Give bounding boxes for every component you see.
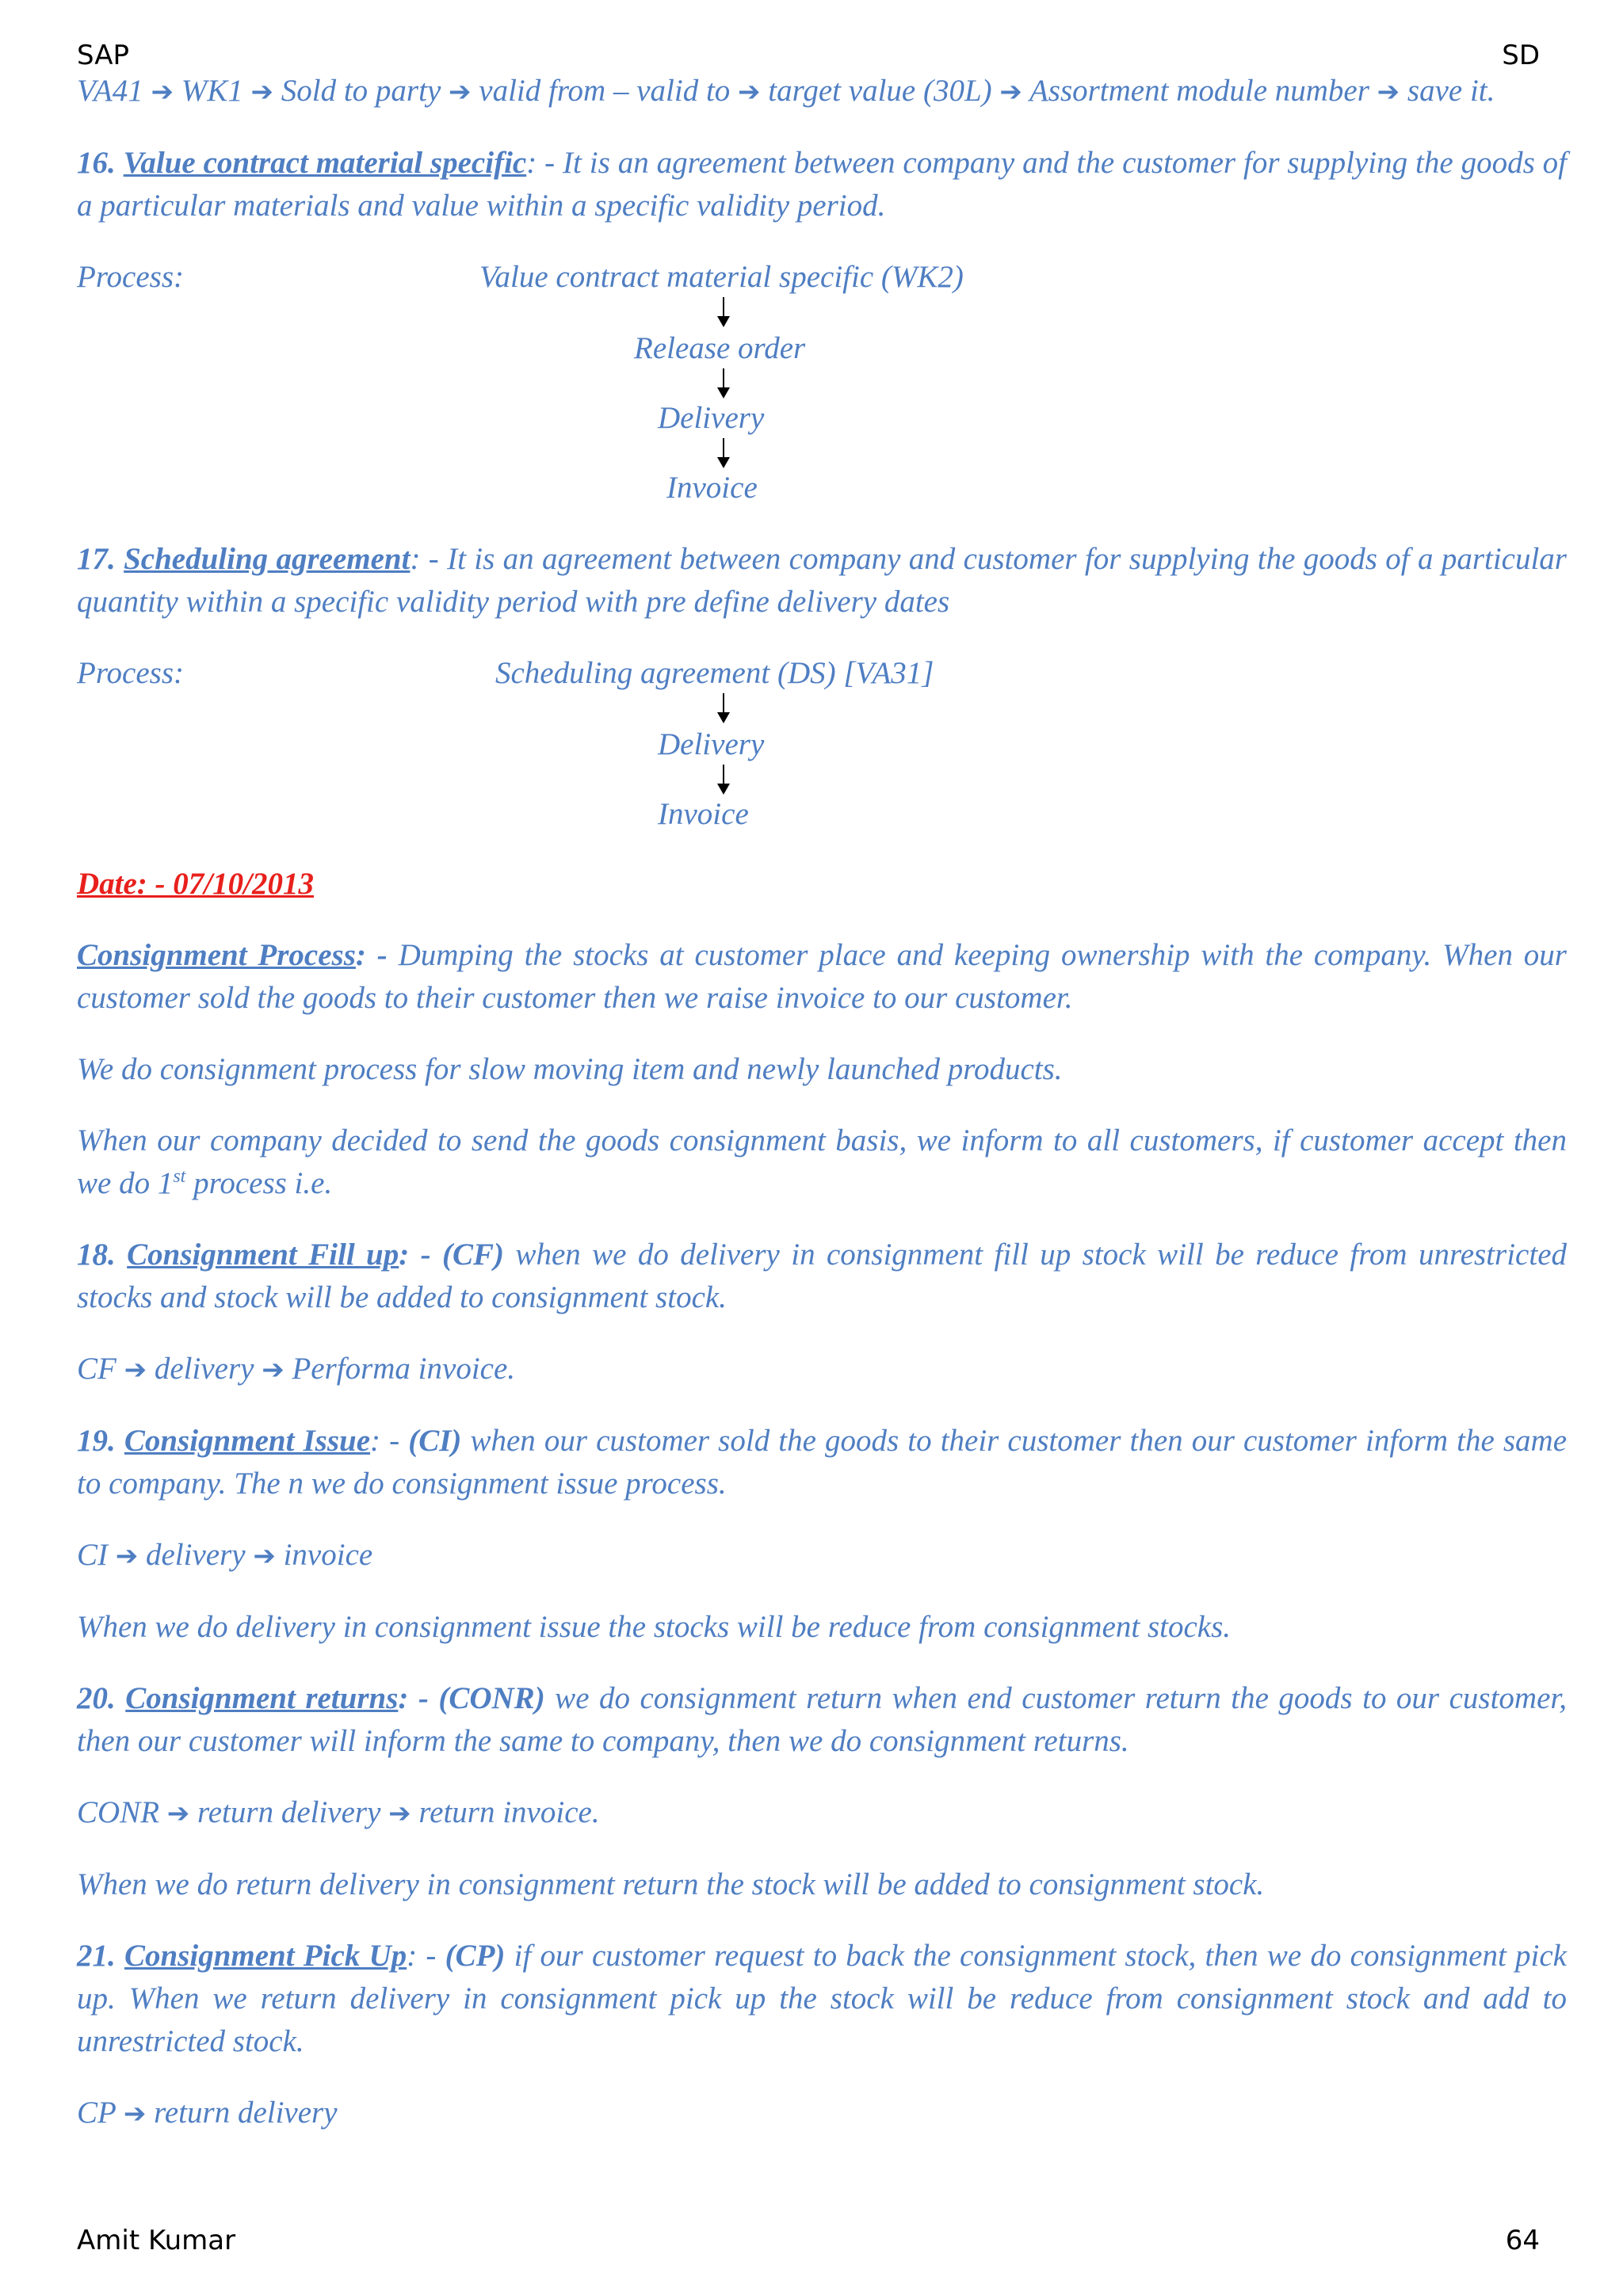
down-arrow-icon — [723, 297, 724, 324]
arrow-icon: ➔ — [262, 1354, 285, 1386]
down-arrow-icon — [723, 368, 724, 395]
process-label: Process: — [77, 260, 185, 294]
item-number: 19. — [77, 1424, 116, 1458]
item-text: if our customer request to back the consignment stock, then we do consignment pick up. When we return delivery in consignment pick up the stock will be reduce from consignment stock and add to unrestricted stock. — [77, 1939, 1567, 2058]
arrow-icon: ➔ — [250, 76, 274, 108]
flow-step: CF — [77, 1352, 116, 1386]
item-title: Consignment Fill up — [127, 1238, 399, 1272]
item-title: Scheduling agreement — [124, 542, 411, 576]
item-21-paragraph — [77, 1935, 1567, 2063]
arrow-icon: ➔ — [123, 2098, 147, 2130]
arrow-icon: ➔ — [388, 1798, 411, 1829]
arrow-icon: ➔ — [738, 76, 761, 108]
item-separator: : - (CONR) — [398, 1681, 545, 1715]
arrow-icon: ➔ — [115, 1540, 139, 1572]
item-number: 17. — [77, 542, 116, 576]
flow-step: Value contract material specific (WK2) — [479, 260, 964, 294]
item-text: when we do delivery in consignment fill up stock will be reduce from unrestricted stocks and stock will be added to consignment stock. — [77, 1238, 1568, 1314]
item-19-paragraph — [77, 1420, 1567, 1505]
date-heading — [77, 863, 1567, 906]
section-title: Consignment Process — [77, 938, 356, 972]
arrow-icon: ➔ — [253, 1540, 276, 1572]
flow-step: CONR — [77, 1795, 160, 1829]
item-19-flow — [77, 1534, 1567, 1577]
process-label: Process: — [77, 656, 185, 690]
intro-paragraph — [77, 70, 1567, 113]
intro-step: WK1 — [181, 74, 243, 108]
footer-author: Amit Kumar — [77, 2225, 236, 2256]
arrow-icon: ➔ — [449, 76, 472, 108]
arrow-icon: ➔ — [1377, 76, 1400, 108]
item-20-note: When we do return delivery in consignment return the stock will be added to consignment stock. — [77, 1867, 1265, 1901]
item-separator: : - — [370, 1424, 409, 1458]
section-text: process i.e. — [185, 1166, 333, 1200]
arrow-icon: ➔ — [999, 76, 1022, 108]
item-title: Consignment returns — [125, 1681, 399, 1715]
item-code: (CP) — [445, 1939, 506, 1973]
flow-step: CP — [77, 2096, 116, 2130]
item-title: Value contract material specific — [123, 146, 527, 180]
item-number: 21. — [77, 1939, 116, 1973]
item-text: It is an agreement between company and customer for supplying the goods of a particular quantity within a specific validity period with pre define delivery dates — [77, 542, 1567, 619]
flow-step: Invoice — [658, 797, 749, 831]
item-text: It is an agreement between company and the customer for supplying the goods of a particular materials and value within a specific validity period. — [77, 146, 1568, 223]
header-right: SD — [1502, 40, 1540, 71]
intro-step: valid from – valid to — [479, 74, 731, 108]
header-left: SAP — [77, 40, 129, 71]
arrow-icon: ➔ — [151, 76, 174, 108]
flow-step: Delivery — [658, 727, 765, 761]
flow-step: Performa invoice. — [292, 1352, 516, 1386]
item-16-process-flow — [77, 256, 1567, 509]
item-number: 20. — [77, 1681, 116, 1715]
item-20-flow — [77, 1791, 1567, 1835]
superscript: st — [173, 1166, 186, 1187]
item-16-paragraph — [77, 142, 1567, 227]
flow-step: Scheduling agreement (DS) [VA31] — [495, 656, 934, 690]
flow-step: delivery — [146, 1538, 246, 1572]
item-separator: : - — [526, 146, 556, 180]
arrow-icon: ➔ — [124, 1354, 147, 1386]
intro-step: Sold to party — [281, 74, 441, 108]
flow-step: Delivery — [658, 401, 765, 435]
page-content — [77, 70, 1567, 2164]
consignment-note: We do consignment process for slow moving item and newly launched products. — [77, 1052, 1063, 1086]
flow-step: delivery — [154, 1352, 254, 1386]
flow-step: return delivery — [197, 1795, 381, 1829]
section-text: When our company decided to send the goods consignment basis, we inform to all customers, if customer accept then we do 1 — [77, 1123, 1567, 1200]
flow-step: Invoice — [666, 471, 758, 505]
flow-step: Release order — [634, 331, 806, 365]
section-text: Dumping the stocks at customer place and keeping ownership with the company. When our customer sold the goods to their customer then we raise invoice to our customer. — [77, 938, 1567, 1015]
item-separator: : - — [410, 542, 439, 576]
down-arrow-icon — [723, 693, 724, 720]
consignment-decision — [77, 1119, 1567, 1205]
flow-step: return invoice. — [418, 1795, 600, 1829]
item-number: 16. — [77, 146, 116, 180]
item-17-paragraph — [77, 538, 1567, 624]
item-text: when our customer sold the goods to their customer then our customer inform the same to company. The n we do consignment issue process. — [77, 1424, 1568, 1501]
date-text: Date: - 07/10/2013 — [77, 867, 314, 901]
flow-step: invoice — [283, 1538, 373, 1572]
item-separator: : - — [407, 1939, 445, 1973]
consignment-paragraph — [77, 934, 1567, 1020]
item-18-flow — [77, 1348, 1567, 1391]
item-separator: : - — [355, 938, 388, 972]
item-20-paragraph — [77, 1677, 1567, 1763]
item-19-note: When we do delivery in consignment issue the stocks will be reduce from consignment stocks. — [77, 1610, 1232, 1644]
item-title: Consignment Pick Up — [124, 1939, 407, 1973]
page-number: 64 — [1505, 2225, 1540, 2256]
arrow-icon: ➔ — [166, 1798, 190, 1829]
flow-step: CI — [77, 1538, 108, 1572]
item-number: 18. — [77, 1238, 116, 1272]
item-21-flow — [77, 2092, 1567, 2135]
item-separator: : - (CF) — [399, 1238, 505, 1272]
down-arrow-icon — [723, 765, 724, 791]
item-17-process-flow — [77, 652, 1567, 834]
intro-step: target value (30L) — [768, 74, 992, 108]
item-title: Consignment Issue — [124, 1424, 371, 1458]
down-arrow-icon — [723, 438, 724, 465]
item-code: (CI) — [408, 1424, 462, 1458]
item-text: we do consignment return when end customer return the goods to our customer, then our customer will inform the same to company, then we do consignment returns. — [77, 1681, 1568, 1758]
intro-end: save it. — [1407, 74, 1495, 108]
intro-step: Assortment module number — [1029, 74, 1369, 108]
intro-step: VA41 — [77, 74, 143, 108]
item-18-paragraph — [77, 1234, 1567, 1319]
flow-step: return delivery — [154, 2096, 338, 2130]
